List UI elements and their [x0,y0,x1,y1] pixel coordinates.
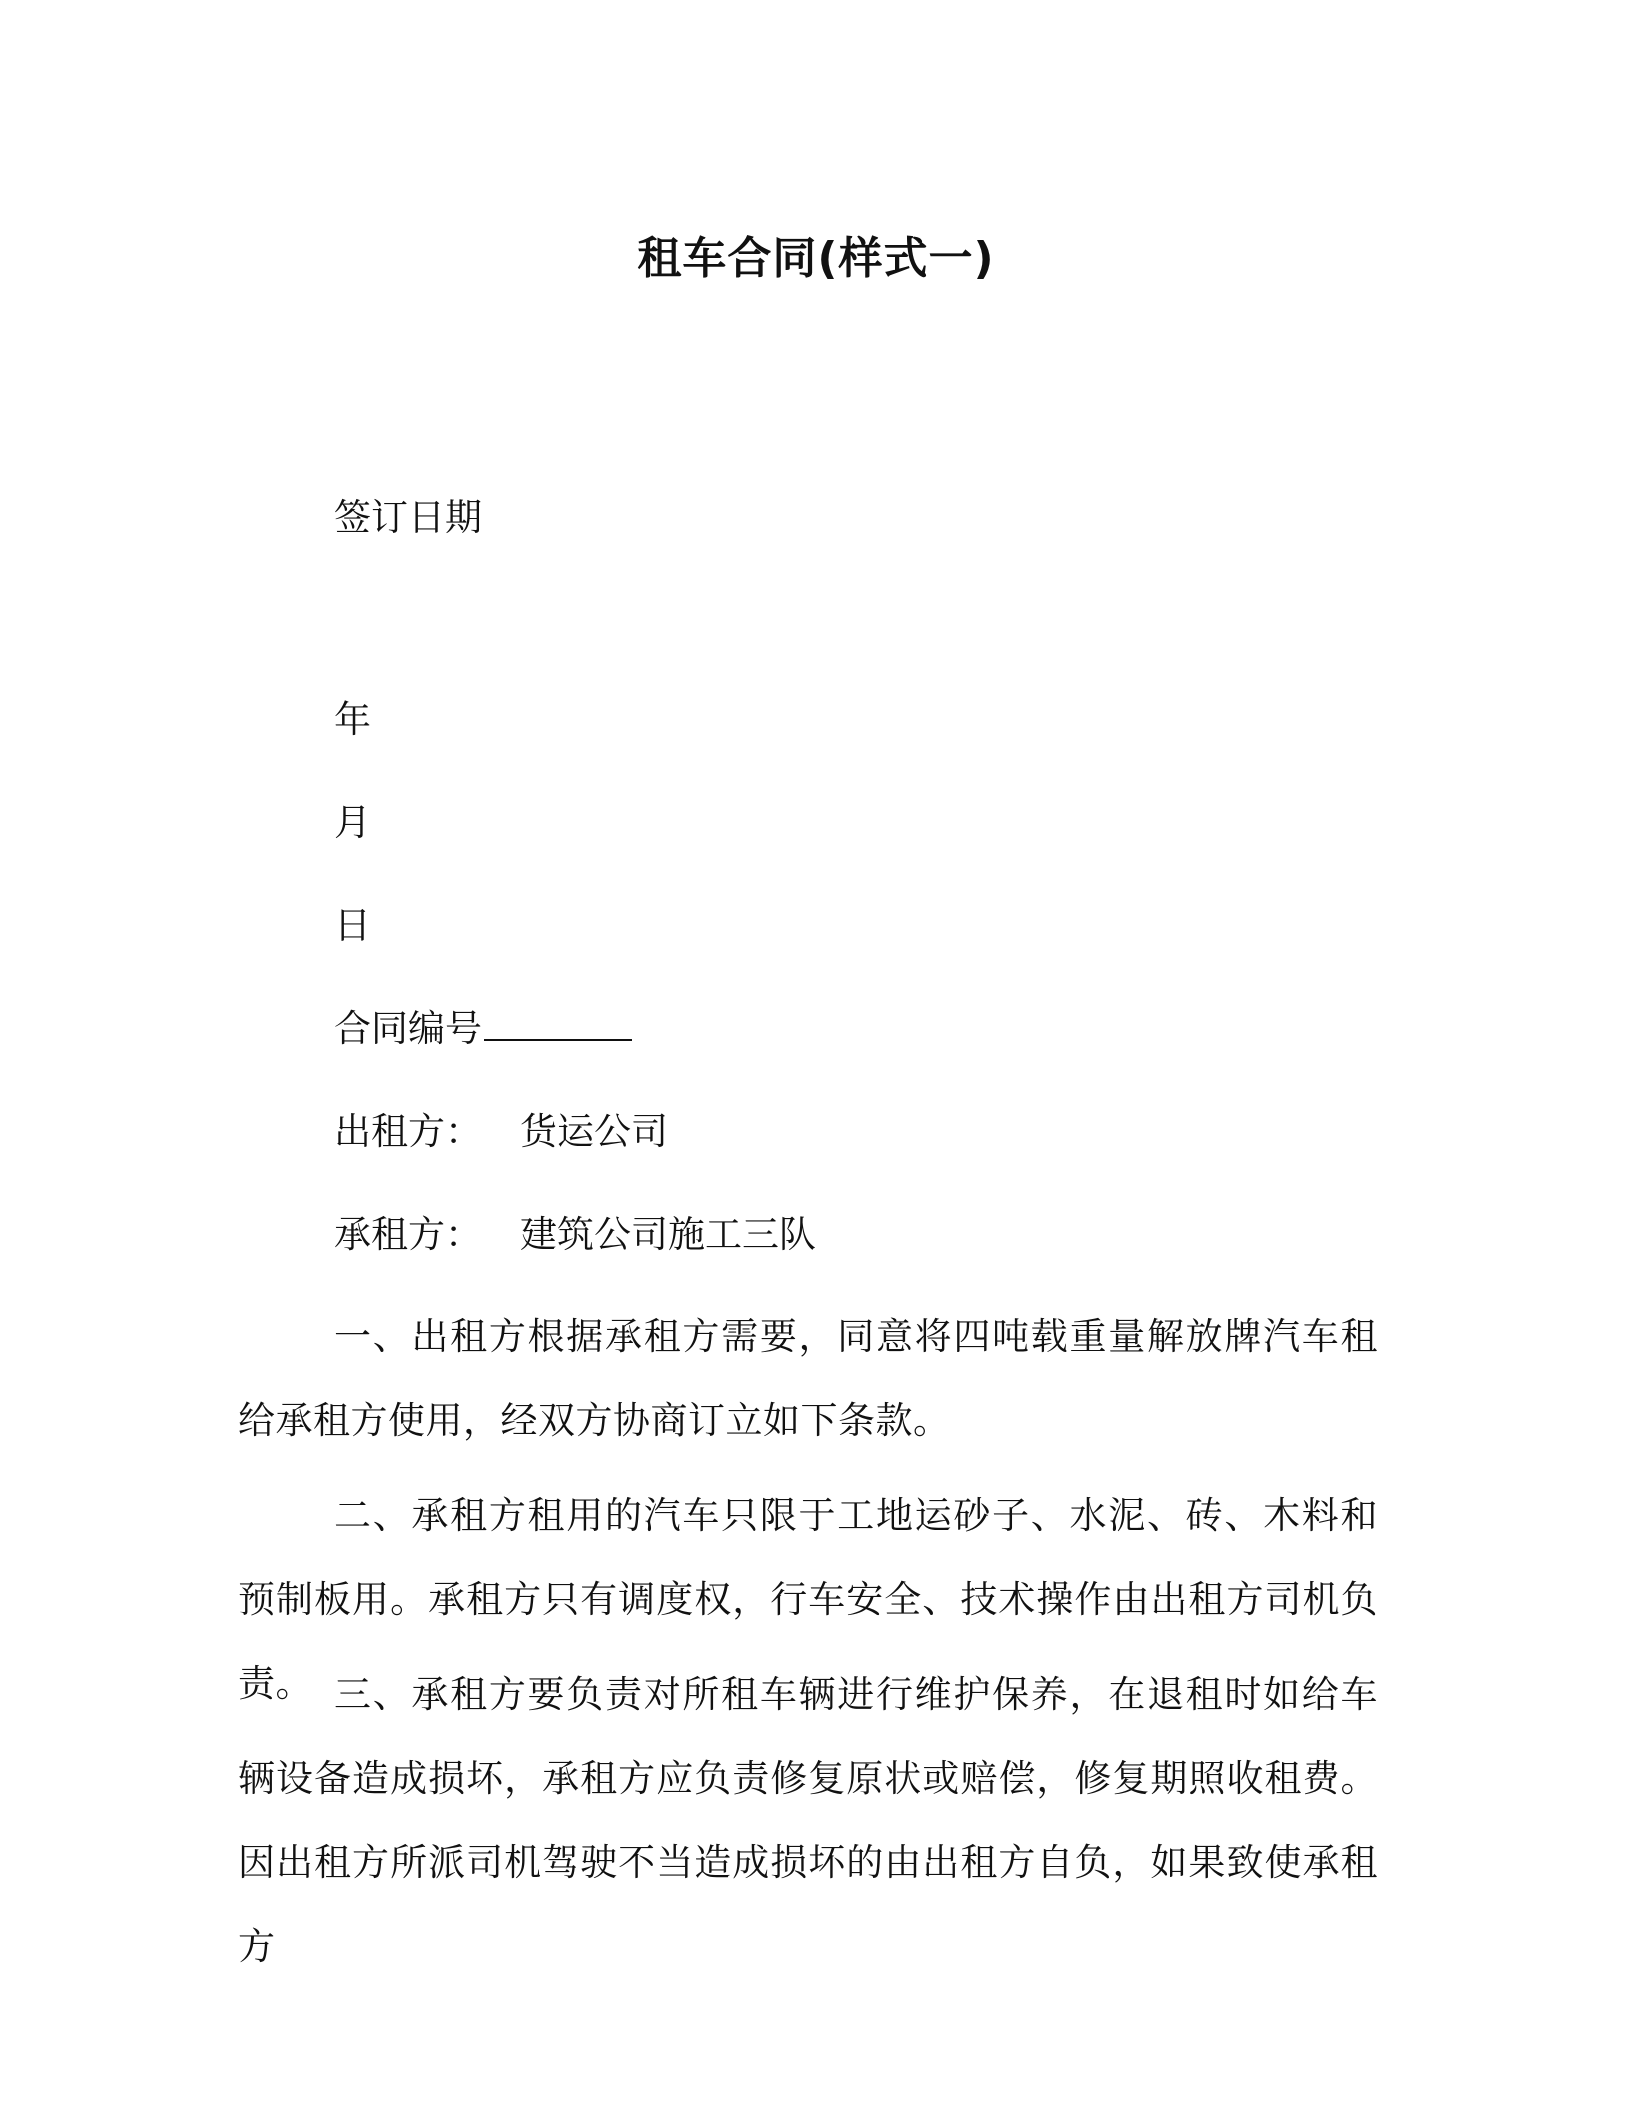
lessor-value: 货运公司 [520,1110,668,1153]
document-title: 租车合同(样式一) [637,233,995,284]
contract-number-blank [484,1009,632,1041]
clause-3: 三、承租方要负责对所租车辆进行维护保养，在退租时如给车辆设备造成损坏，承租方应负责修复原状或赔偿，修复期照收租费。因出租方所派司机驾驶不当造成损坏的由出租方自负，如果致使承租方 [238,1673,1378,1968]
clause-2: 二、承租方租用的汽车只限于工地运砂子、水泥、砖、木料和预制板用。承租方只有调度权，行车安全、技术操作由出租方司机负责。 [238,1494,1378,1705]
lessee-label: 承租方： [334,1213,482,1256]
contract-number-label: 合同编号 [334,1007,482,1050]
month-label: 月 [334,801,371,844]
contract-number-row [334,1007,632,1051]
sign-date-label: 签订日期 [334,496,482,539]
lessor-label: 出租方： [334,1110,482,1153]
year-label: 年 [334,698,371,741]
clause-1: 一、出租方根据承租方需要，同意将四吨载重量解放牌汽车租给承租方使用，经双方协商订立如下条款。 [238,1315,1378,1442]
lessee-value: 建筑公司施工三队 [520,1213,816,1256]
day-label: 日 [334,904,371,947]
